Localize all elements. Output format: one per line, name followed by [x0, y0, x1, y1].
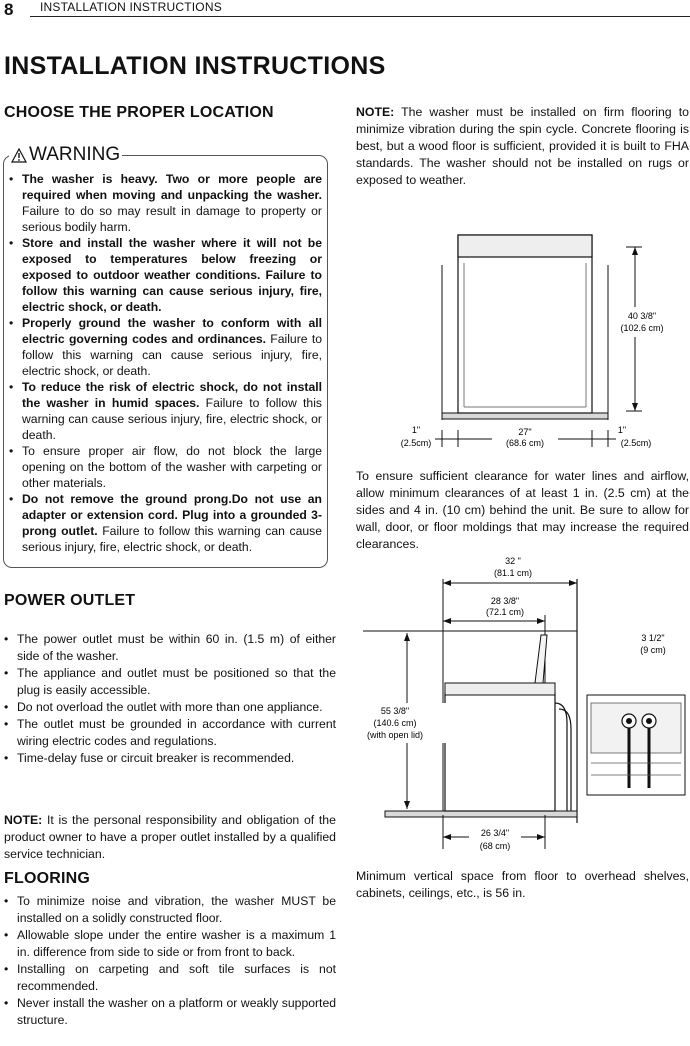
hose	[555, 703, 567, 811]
side-left-cm-label: (2.5cm)	[400, 438, 432, 448]
washer-lid	[458, 235, 592, 257]
warning-bold: Do not remove the ground prong.Do not use an adapter or extension cord. Plug into a grounded 3-prong outlet.	[22, 492, 322, 538]
warning-item	[8, 315, 322, 379]
height-open-note: (with open lid)	[366, 730, 424, 740]
list-item: • To minimize noise and vibration, the washer MUST be installed on a solidly constructed floor.	[4, 893, 336, 927]
side-clearance-drawing	[345, 553, 690, 865]
warning-list	[8, 171, 322, 555]
list-item: • The outlet must be grounded in accordance with current wiring electric codes and regulations.	[4, 716, 336, 750]
note-label: NOTE:	[356, 105, 395, 119]
floor	[385, 811, 577, 817]
clearance-paragraph: To ensure sufficient clearance for water lines and airflow, allow minimum clearances of at least 1 in. (2.5 cm) at the sides and 4 in. (10 cm) behind the unit. Be sure to allow for wall, door, or floor moldings that may increase the required clearances.	[356, 469, 689, 551]
warning-bold: The washer is heavy. Two or more people are required when moving and unpacking the washer.	[22, 172, 322, 202]
height-cm-label: (102.6 cm)	[620, 323, 664, 333]
washer-side	[445, 693, 555, 811]
note-label: NOTE:	[4, 813, 43, 827]
list-item: • Do not overload the outlet with more than one appliance.	[4, 699, 336, 716]
height-open-label: 55 3/8"	[380, 706, 410, 716]
page-number: 8	[4, 0, 14, 19]
floor	[442, 413, 608, 419]
section-heading-flooring: FLOORING	[4, 870, 91, 887]
warning-text: To ensure proper air flow, do not block the large opening on the bottom of the washer with carpeting or other materials.	[22, 444, 322, 490]
warning-item	[8, 443, 322, 491]
warning-item	[8, 171, 322, 235]
list-item: • Time-delay fuse or circuit breaker is recommended.	[4, 750, 336, 767]
note-text: It is the personal responsibility and obligation of the product owner to have a proper outlet installed by a qualified service technician.	[4, 813, 336, 861]
list-item: • The appliance and outlet must be positioned so that the plug is easily accessible.	[4, 665, 336, 699]
height-open-cm-label: (140.6 cm)	[373, 718, 417, 728]
header-rule	[30, 16, 690, 17]
depth-total-cm-label: (81.1 cm)	[493, 568, 533, 578]
flooring-note	[356, 104, 689, 189]
base-depth-cm-label: (68 cm)	[479, 841, 511, 851]
note-text: The washer must be installed on firm flooring to minimize vibration during the spin cycle. Concrete flooring is best, but a wood floor is sufficient, provided it is built to FHA standards. The washer should not be installed on rugs or exposed to weather.	[356, 105, 689, 187]
warning-bold: Store and install the washer where it will not be exposed to temperatures below freezing or exposed to outdoor weather conditions. Failure to follow this warning can cause serious injury, fire, electric shock, or death.	[22, 236, 322, 314]
warning-bold: Properly ground the washer to conform with all electric governing codes and ordinances.	[22, 316, 322, 346]
warning-text: Failure to follow this warning can cause serious injury, fire, electric shock, or death.	[22, 524, 322, 554]
depth-body-label: 28 3/8"	[490, 596, 520, 606]
page-title: INSTALLATION INSTRUCTIONS	[4, 52, 386, 80]
front-clearance-figure	[380, 225, 670, 460]
height-label: 40 3/8"	[627, 311, 657, 321]
back-gap-label: 3 1/2"	[641, 633, 665, 643]
power-note	[4, 812, 336, 863]
warning-item	[8, 235, 322, 315]
running-title: INSTALLATION INSTRUCTIONS	[40, 0, 222, 14]
warning-item	[8, 379, 322, 443]
power-list	[4, 631, 336, 767]
list-item: • Installing on carpeting and soft tile surfaces is not recommended.	[4, 961, 336, 995]
front-clearance-drawing	[380, 225, 670, 455]
base-depth-label: 26 3/4"	[480, 828, 510, 838]
warning-item	[8, 491, 322, 555]
warning-text: Failure to do so may result in damage to property or serious bodily harm.	[22, 204, 322, 234]
list-item: • Never install the washer on a platform or weakly supported structure.	[4, 995, 336, 1029]
list-item: • Allowable slope under the entire washer is a maximum 1 in. difference from side to side or from front to back.	[4, 927, 336, 961]
depth-body-cm-label: (72.1 cm)	[485, 607, 525, 617]
section-heading-power: POWER OUTLET	[4, 592, 136, 609]
back-gap-cm-label: (9 cm)	[640, 645, 666, 655]
washer-body	[458, 235, 592, 413]
warning-bold: To reduce the risk of electric shock, do not install the washer in humid spaces.	[22, 380, 322, 410]
list-item: • The power outlet must be within 60 in. (1.5 m) of either side of the washer.	[4, 631, 336, 665]
depth-total-label: 32 "	[505, 556, 521, 566]
warning-triangle-icon	[11, 148, 27, 163]
width-cm-label: (68.6 cm)	[505, 438, 545, 448]
side-left-label: 1"	[411, 425, 421, 435]
flooring-list	[4, 893, 336, 1029]
vertical-space-paragraph: Minimum vertical space from floor to overhead shelves, cabinets, ceilings, etc., is 56 in.	[356, 869, 689, 900]
section-heading-location: CHOOSE THE PROPER LOCATION	[4, 104, 274, 121]
warning-text: Failure to follow this warning can cause serious injury, fire, electric shock, or death.	[22, 396, 322, 442]
warning-text: Failure to follow this warning can cause serious injury, fire, electric shock, or death.	[22, 332, 322, 378]
side-right-cm-label: (2.5cm)	[620, 438, 652, 448]
warning-label-text: WARNING	[29, 144, 121, 165]
width-label: 27"	[518, 427, 532, 437]
side-clearance-figure	[345, 553, 690, 870]
warning-label	[9, 144, 122, 166]
side-right-label: 1"	[617, 425, 627, 435]
